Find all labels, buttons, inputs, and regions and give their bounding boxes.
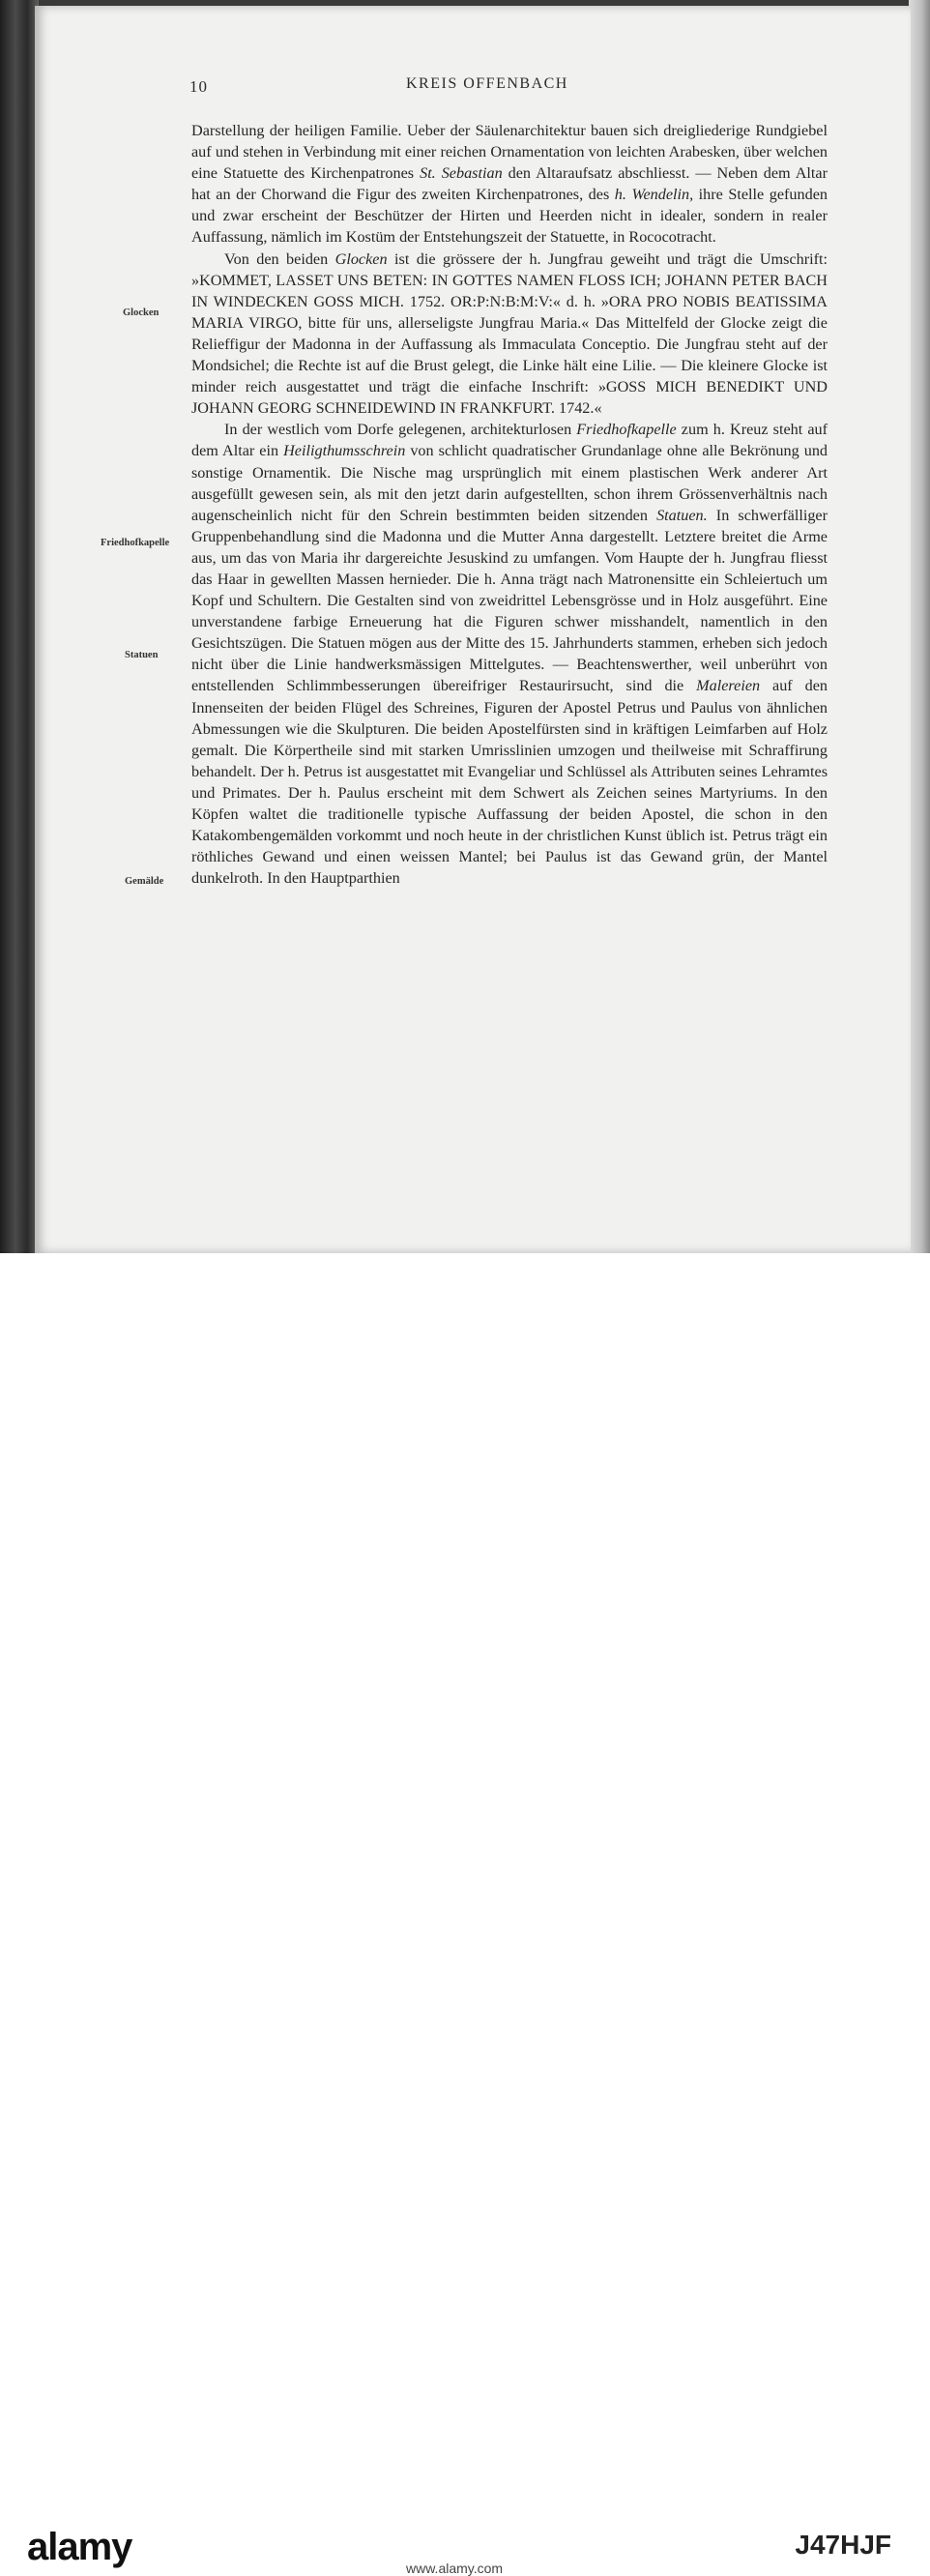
italic-run: Heiligthumsschrein (283, 442, 406, 460)
running-head: KREIS OFFENBACH (406, 75, 568, 92)
page-header (0, 75, 930, 99)
margin-note-gemaelde: Gemälde (125, 876, 164, 887)
margin-note-statuen: Statuen (125, 650, 159, 660)
text-run: Von den beiden (224, 249, 335, 268)
image-id: J47HJF (795, 2530, 891, 2560)
italic-run: Malereien (696, 677, 761, 695)
page-number: 10 (189, 77, 208, 96)
text-run: ihre Stelle gefunden und zwar erscheint der Beschützer der Hirten und Heerden nicht in idealer, sondern in realer Auffassung, nämlich im Kostüm der Entstehungszeit der Statuette, in Rococotracht. (191, 186, 828, 247)
book-binding (0, 0, 39, 1257)
margin-note-glocken: Glocken (123, 307, 160, 318)
text-run: von schlicht quadratischer Grundanlage ohne alle Bekrönung und sonstige Ornamentik. Die Nische mag ursprünglich mit einem plastischen Werk anderer Art ausgefüllt gewesen sein, als mit den jetzt darin aufgestellten, schon ihrem Grössenverhältnis nach augenscheinlich nicht für den Schrein bestimmten beiden sitzenden (191, 442, 828, 524)
italic-run: Statuen. (656, 506, 708, 524)
text-run: ist die grössere der h. Jungfrau geweiht und trägt die Umschrift: »KOMMET, LASSET UNS BETEN: IN GOTTES NAMEN FLOSS ICH; JOHANN PETER BACH IN WINDECKEN GOSS MICH. 1752. OR:P:N:B:M:V:« d. h. »ORA PRO NOBIS BEATISSIMA MARIA VIRGO, bitte für uns, allerseligste Jungfrau Maria.« Das Mittelfeld der Glocke zeigt die Relieffigur der Madonna in der Auffassung als Immaculata Conceptio. Die Jungfrau steht auf der Mondsichel; die Rechte ist auf die Brust gelegt, die Linke hält eine Lilie. — Die kleinere Glocke ist minder reich ausgestattet und trägt die einfache Inschrift: »GOSS MICH BENEDIKT UND JOHANN GEORG SCHNEIDEWIND IN FRANKFURT. 1742.« (191, 249, 828, 418)
italic-run: h. Wendelin, (614, 186, 694, 204)
text-run: den Altaraufsatz abschliesst. — Neben dem Altar hat an der Chorwand die Figur des zweiten Kirchenpatrones, des (191, 164, 828, 204)
italic-run: St. Sebastian (420, 164, 503, 183)
stock-credit: www.alamy.com (406, 2561, 504, 2576)
text-run: In der westlich vom Dorfe gelegenen, architekturlosen (224, 421, 577, 439)
page-edge (909, 0, 930, 1257)
text-run: auf den Innenseiten der beiden Flügel des Schreines, Figuren der Apostel Petrus und Paulus von ähnlichen Abmessungen wie die Skulpturen. Die beiden Apostelfürsten sind in kräftigen Leimfarben auf Holz gemalt. Die Körpertheile sind mit starken Umrisslinien umzogen und theilweise mit Schraffirung behandelt. Der h. Petrus ist ausgestattet mit Evangeliar und Schlüssel als Attributen seines Lehramtes und Primates. Der h. Paulus erscheint mit dem Schwert als Zeichen seines Martyriums. In den Köpfen waltet die traditionelle typische Auffassung der beiden Apostel, die schon in den Katakombengemälden vorkommt und noch heute in der christlichen Kunst üblich ist. Petrus trägt ein röthliches Gewand und einen weissen Mantel; bei Paulus ist das Gewand grün, der Mantel dunkelroth. In den Hauptparthien (191, 677, 828, 888)
text-run: Darstellung der heiligen Familie. Ueber der Säulenarchitektur bauen sich dreigliederige Rundgiebel auf und stehen in Verbindung mit einer reichen Ornamentation von leichten Arabesken, über welchen eine Statuette des Kirchenpatrones (191, 122, 828, 183)
text-run: zum h. Kreuz steht auf dem Altar ein (191, 421, 828, 460)
alamy-logo: alamy (27, 2526, 132, 2568)
italic-run: Glocken (334, 249, 388, 268)
italic-run: Friedhofkapelle (576, 421, 677, 439)
watermark-bar (0, 1253, 930, 2576)
paragraph-glocken (191, 249, 828, 420)
paragraph-friedhofkapelle (191, 419, 828, 889)
paragraph-altar (191, 120, 828, 249)
text-run: In schwerfälliger Gruppenbehandlung sind die Madonna und die Mutter Anna dargestellt. Letztere breitet die Arme aus, um das von Maria ihr dargereichte Jesuskind zu umfangen. Vom Haupte der h. Jungfrau fliesst das Haar in gewellten Massen hernieder. Die h. Anna trägt nach Matronensitte ein Schleiertuch um Kopf und Schultern. Die Gestalten sind von zweidrittel Lebensgrösse und in Holz ausgeführt. Eine unverstandene farbige Erneuerung hat die Figuren schwer misshandelt, namentlich in den Gesichtszügen. Die Statuen mögen aus der Mitte des 15. Jahrhunderts stammen, erheben sich jedoch nicht über die Linie handwerksmässigen Mittelgutes. — Beachtenswerther, weil unberührt von entstellenden Schlimmbesserungen übereifriger Restaurirsucht, sind die (191, 506, 828, 695)
margin-note-friedhofkapelle: Friedhofkapelle (101, 538, 170, 548)
body-text (191, 120, 828, 889)
